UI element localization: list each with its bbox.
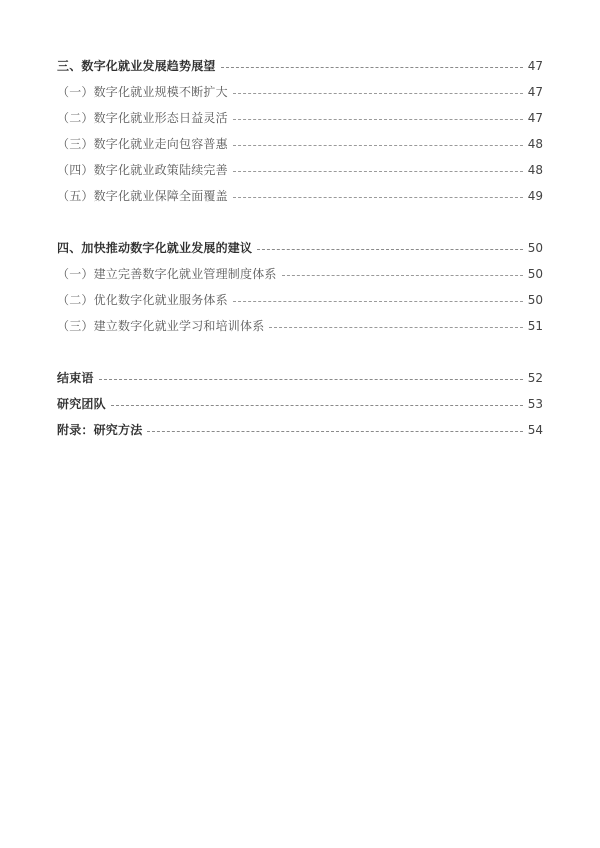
- toc-entry[interactable]: [57, 157, 543, 183]
- toc-entry-title: （一）建立完善数字化就业管理制度体系: [57, 267, 277, 281]
- toc-page-number: 47: [527, 85, 543, 99]
- toc-entry-title: 研究团队: [57, 397, 106, 411]
- toc-entry[interactable]: [57, 53, 543, 79]
- toc-page-number: 49: [527, 189, 543, 203]
- toc-entry-title: 四、加快推动数字化就业发展的建议: [57, 241, 253, 255]
- toc-entry[interactable]: [57, 365, 543, 391]
- dotted-leader: [111, 405, 523, 406]
- toc-entry[interactable]: [57, 391, 543, 417]
- toc-entry-title: （一）数字化就业规模不断扩大: [57, 85, 228, 99]
- dotted-leader: [233, 93, 523, 94]
- toc-page-number: 52: [527, 371, 543, 385]
- dotted-leader: [99, 379, 523, 380]
- toc-page-number: 51: [527, 319, 543, 333]
- toc-page-number: 47: [527, 59, 543, 73]
- dotted-leader: [233, 197, 523, 198]
- toc-page-number: 50: [527, 293, 543, 307]
- toc-entry-title: （五）数字化就业保障全面覆盖: [57, 189, 228, 203]
- toc-page-number: 48: [527, 137, 543, 151]
- dotted-leader: [257, 249, 523, 250]
- dotted-leader: [233, 119, 523, 120]
- dotted-leader: [233, 171, 523, 172]
- toc-entry[interactable]: [57, 235, 543, 261]
- dotted-leader: [233, 145, 523, 146]
- dotted-leader: [147, 431, 522, 432]
- toc-entry[interactable]: [57, 287, 543, 313]
- dotted-leader: [269, 327, 522, 328]
- toc-entry[interactable]: [57, 261, 543, 287]
- toc-section-four: [57, 235, 543, 339]
- toc-back-matter: [57, 365, 543, 443]
- toc-page-number: 48: [527, 163, 543, 177]
- toc-entry[interactable]: [57, 105, 543, 131]
- toc-page-number: 54: [527, 423, 543, 437]
- toc-entry-title: 结束语: [57, 371, 94, 385]
- dotted-leader: [221, 67, 523, 68]
- dotted-leader: [282, 275, 523, 276]
- toc-entry[interactable]: [57, 417, 543, 443]
- toc-page-number: 53: [527, 397, 543, 411]
- toc-entry-title: （四）数字化就业政策陆续完善: [57, 163, 228, 177]
- toc-entry-title: （二）优化数字化就业服务体系: [57, 293, 228, 307]
- dotted-leader: [233, 301, 523, 302]
- table-of-contents: [57, 53, 543, 443]
- toc-entry-title: 附录：研究方法: [57, 423, 143, 437]
- toc-entry-title: （二）数字化就业形态日益灵活: [57, 111, 228, 125]
- toc-page-number: 50: [527, 267, 543, 281]
- toc-section-three: [57, 53, 543, 209]
- toc-entry-title: （三）数字化就业走向包容普惠: [57, 137, 228, 151]
- toc-entry[interactable]: [57, 313, 543, 339]
- toc-page-number: 50: [527, 241, 543, 255]
- toc-entry[interactable]: [57, 183, 543, 209]
- toc-entry-title: （三）建立数字化就业学习和培训体系: [57, 319, 265, 333]
- toc-entry[interactable]: [57, 131, 543, 157]
- toc-entry-title: 三、数字化就业发展趋势展望: [57, 59, 216, 73]
- toc-page-number: 47: [527, 111, 543, 125]
- toc-entry[interactable]: [57, 79, 543, 105]
